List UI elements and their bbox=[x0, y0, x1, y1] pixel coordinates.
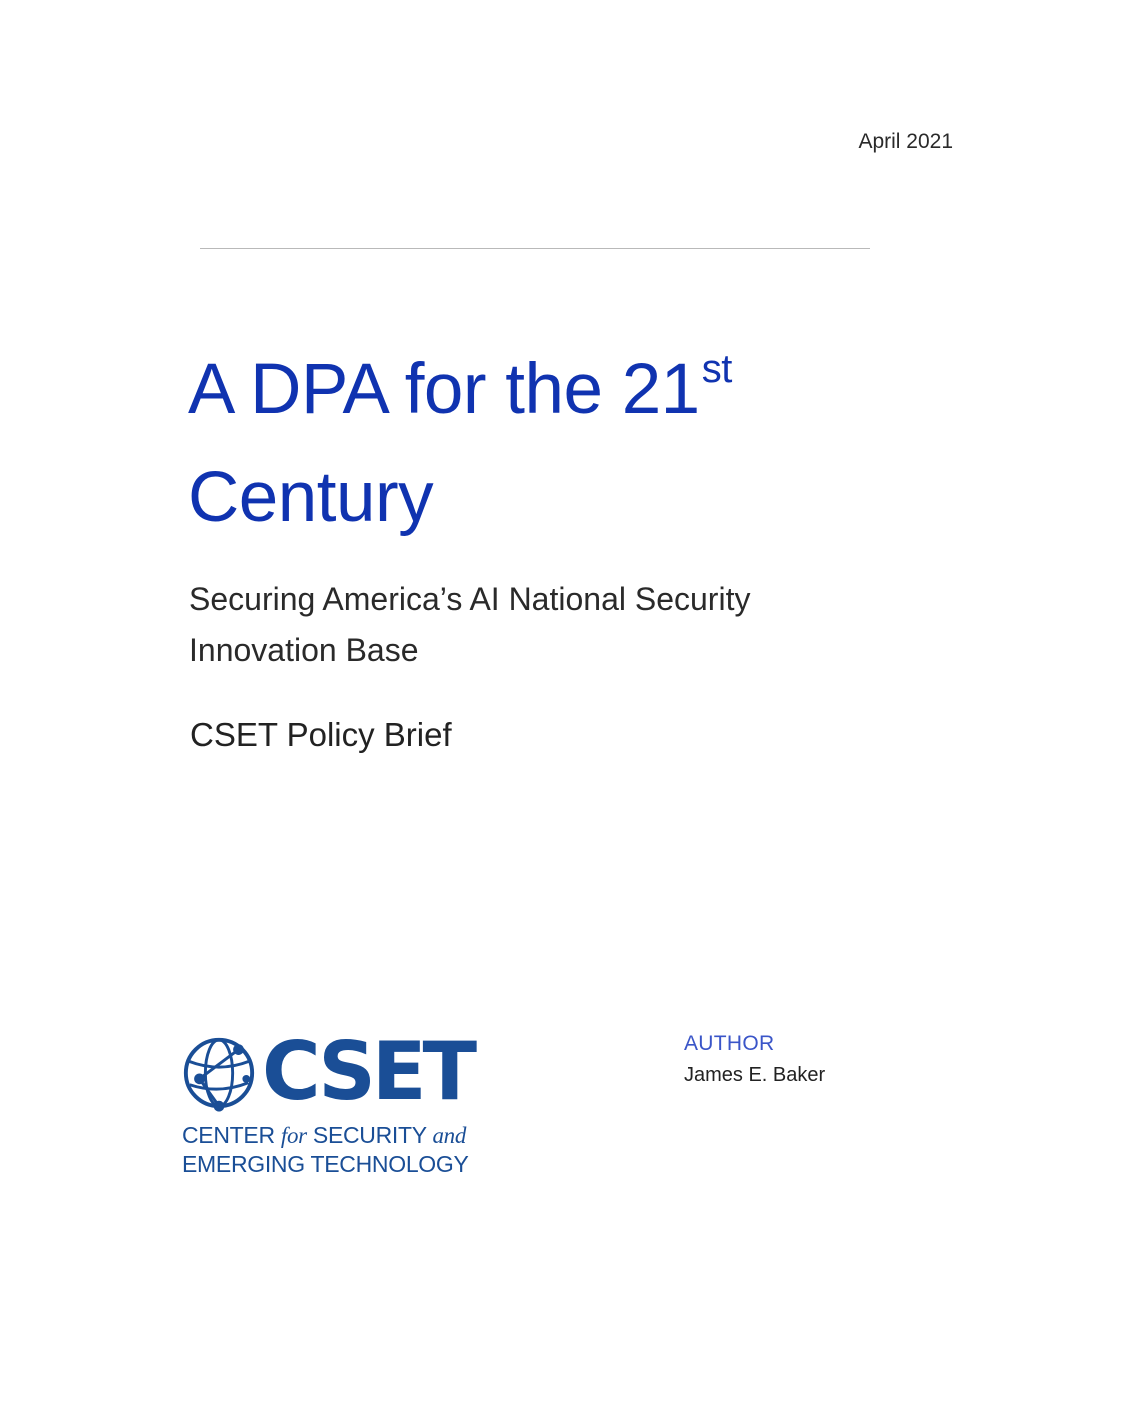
logo-text-for: for bbox=[280, 1123, 307, 1148]
horizontal-divider bbox=[200, 248, 870, 249]
title-line-1-text: A DPA for the 21 bbox=[188, 350, 700, 429]
logo-text-security: SECURITY bbox=[306, 1122, 433, 1148]
logo-tagline-line-1 bbox=[182, 1122, 466, 1149]
logo-wordmark: CSET bbox=[262, 1025, 474, 1118]
author-name: James E. Baker bbox=[684, 1064, 826, 1086]
logo-text-and: and bbox=[432, 1123, 467, 1148]
document-subtitle bbox=[189, 574, 889, 676]
document-title bbox=[188, 336, 908, 552]
title-line-1 bbox=[188, 347, 732, 429]
globe-network-icon bbox=[180, 1034, 258, 1112]
logo-tagline-line-2: EMERGING TECHNOLOGY bbox=[182, 1151, 469, 1177]
logo-text-center: CENTER bbox=[182, 1122, 281, 1148]
title-superscript: st bbox=[701, 347, 732, 392]
cset-logo bbox=[180, 1025, 480, 1180]
publication-date: April 2021 bbox=[858, 130, 953, 153]
author-label: AUTHOR bbox=[684, 1032, 775, 1055]
subtitle-line-1: Securing America’s AI National Security bbox=[189, 581, 751, 617]
document-type: CSET Policy Brief bbox=[190, 716, 452, 753]
subtitle-line-2: Innovation Base bbox=[189, 632, 419, 668]
title-line-2: Century bbox=[188, 458, 434, 537]
